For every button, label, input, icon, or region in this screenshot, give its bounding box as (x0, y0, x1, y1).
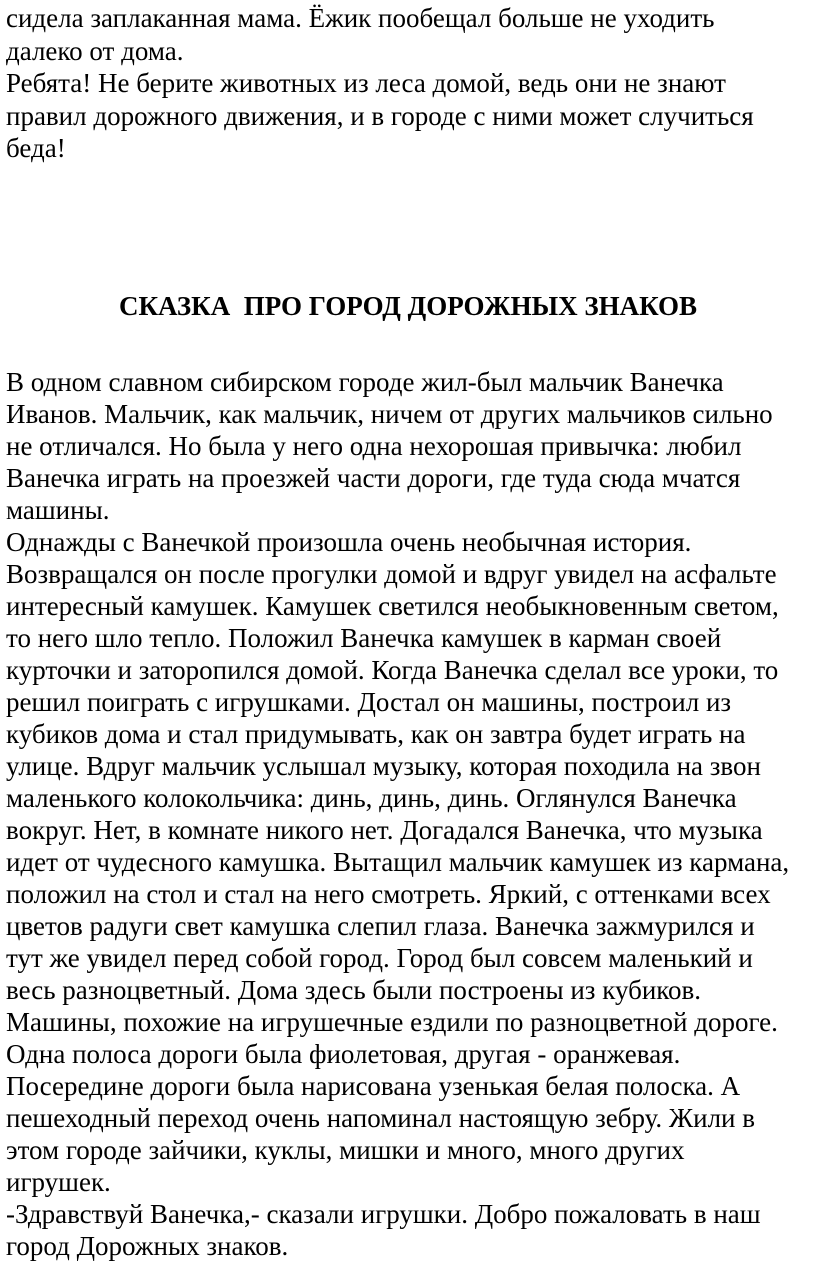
text-line: идет от чудесного камушка. Вытащил мальчик камушек из кармана, (6, 847, 790, 877)
text-line: не отличался. Но была у него одна нехорошая привычка: любил (6, 431, 742, 461)
text-line: вокруг. Нет, в комнате никого нет. Догадался Ванечка, что музыка (6, 815, 763, 845)
text-line: положил на стол и стал на него смотреть. Яркий, с оттенками всех (6, 879, 771, 909)
text-line: беда! (6, 133, 66, 163)
text-line: то него шло тепло. Положил Ванечка камушек в карман своей (6, 623, 722, 653)
text-line: этом городе зайчики, куклы, мишки и много, много других (6, 1135, 685, 1165)
text-line: Одна полоса дороги была фиолетовая, другая - оранжевая. (6, 1039, 681, 1069)
text-line: кубиков дома и стал придумывать, как он завтра будет играть на (6, 719, 746, 749)
text-line: В одном славном сибирском городе жил-был мальчик Ванечка (6, 367, 724, 397)
text-line: Возвращался он после прогулки домой и вдруг увидел на асфальте (6, 559, 777, 589)
text-line: Ванечка играть на проезжей части дороги, где туда сюда мчатся (6, 463, 741, 493)
text-line: Ребята! Не берите животных из леса домой, ведь они не знают (6, 68, 726, 98)
text-line: Машины, похожие на игрушечные ездили по разноцветной дороге. (6, 1007, 778, 1037)
text-line: город Дорожных знаков. (6, 1231, 289, 1261)
text-line: далеко от дома. (6, 36, 184, 66)
text-line: интересный камушек. Камушек светился необыкновенным светом, (6, 591, 779, 621)
text-line: весь разноцветный. Дома здесь были построены из кубиков. (6, 975, 702, 1005)
text-line: -Здравствуй Ванечка,- сказали игрушки. Добро пожаловать в наш (6, 1199, 761, 1229)
text-line: правил дорожного движения, и в городе с ними может случиться (6, 101, 754, 131)
text-line: маленького колокольчика: динь, динь, динь. Оглянулся Ванечка (6, 783, 737, 813)
text-line: цветов радуги свет камушка слепил глаза. Ванечка зажмурился и (6, 911, 755, 941)
text-line: сидела заплаканная мама. Ёжик пообещал больше не уходить (6, 3, 715, 33)
text-line: Иванов. Мальчик, как мальчик, ничем от других мальчиков сильно (6, 399, 773, 429)
text-line: Посередине дороги была нарисована узенькая белая полоска. А (6, 1071, 741, 1101)
text-line: тут же увидел перед собой город. Город был совсем маленький и (6, 943, 753, 973)
text-line: курточки и заторопился домой. Когда Ванечка сделал все уроки, то (6, 655, 779, 685)
text-line: игрушек. (6, 1167, 111, 1197)
text-line: улице. Вдруг мальчик услышал музыку, которая походила на звон (6, 751, 761, 781)
text-line: пешеходный переход очень напоминал настоящую зебру. Жили в (6, 1103, 755, 1133)
text-line: Однажды с Ванечкой произошла очень необычная история. (6, 527, 692, 557)
text-line: решил поиграть с игрушками. Достал он машины, построил из (6, 687, 732, 717)
story-title: СКАЗКА ПРО ГОРОД ДОРОЖНЫХ ЗНАКОВ (118, 291, 697, 321)
text-line: машины. (6, 495, 110, 525)
